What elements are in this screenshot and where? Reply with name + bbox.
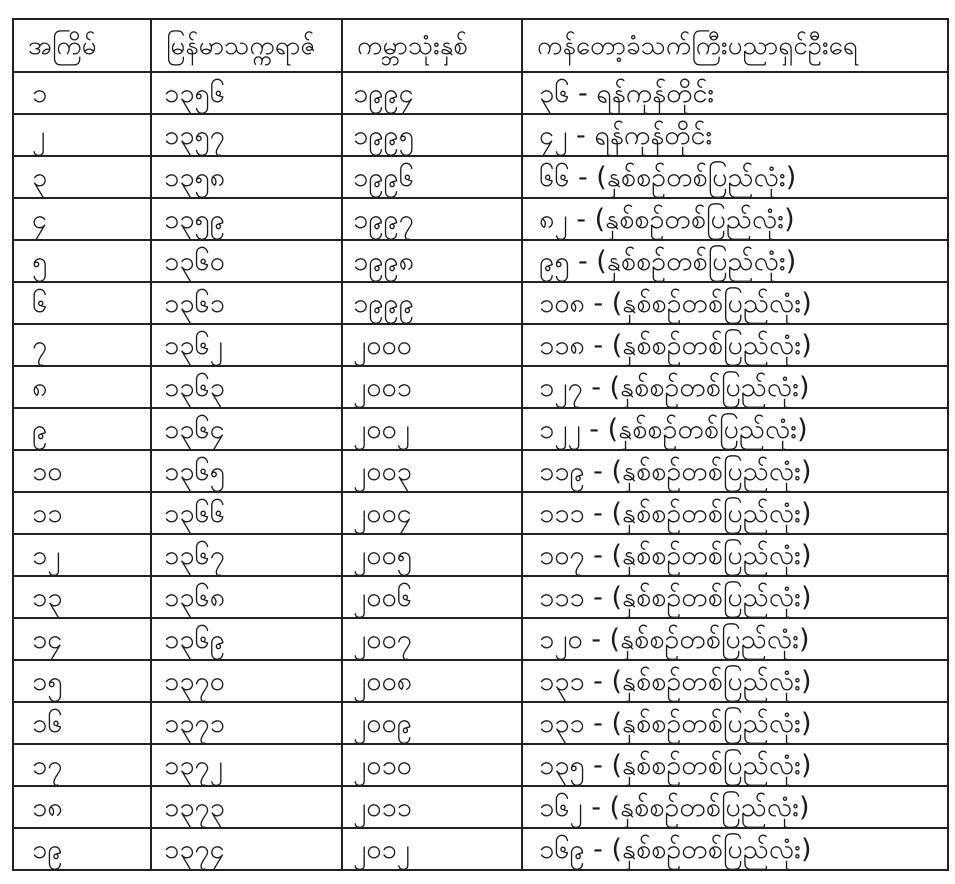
gregorian-year-cell: ၁၉၉၅: [342, 114, 522, 156]
header-row: [13, 19, 948, 72]
header-gregorian-year: ကမ္ဘာသုံးနှစ်: [342, 19, 522, 72]
occasion-cell: ၅: [13, 240, 151, 282]
myanmar-year-cell: ၁၃၇၂: [151, 744, 342, 786]
occasion-cell: ၁: [13, 72, 151, 114]
occasion-cell: ၁၄: [13, 618, 151, 660]
occasion-cell: ၂: [13, 114, 151, 156]
occasion-cell: ၁၅: [13, 660, 151, 702]
table-row: [13, 450, 948, 492]
table-row: [13, 618, 948, 660]
occasion-cell: ၄: [13, 198, 151, 240]
occasion-cell: ၈: [13, 366, 151, 408]
myanmar-year-cell: ၁၃၇၄: [151, 828, 342, 870]
occasion-cell: ၁၂: [13, 534, 151, 576]
gregorian-year-cell: ၂၀၀၉: [342, 702, 522, 744]
occasion-cell: ၇: [13, 324, 151, 366]
gregorian-year-cell: ၂၀၀၄: [342, 492, 522, 534]
table-row: [13, 408, 948, 450]
honored-count-cell: ၁၆၉ - (နှစ်စဉ်တစ်ပြည်လုံး): [522, 828, 948, 870]
table-body: [13, 72, 948, 870]
myanmar-year-cell: ၁၃၅၇: [151, 114, 342, 156]
gregorian-year-cell: ၂၀၀၅: [342, 534, 522, 576]
table-row: [13, 828, 948, 870]
myanmar-year-cell: ၁၃၆၄: [151, 408, 342, 450]
occasion-cell: ၁၀: [13, 450, 151, 492]
gregorian-year-cell: ၁၉၉၈: [342, 240, 522, 282]
honored-count-cell: ၁၁၉ - (နှစ်စဉ်တစ်ပြည်လုံး): [522, 450, 948, 492]
honored-count-cell: ၁၁၁ - (နှစ်စဉ်တစ်ပြည်လုံး): [522, 576, 948, 618]
table-row: [13, 534, 948, 576]
occasion-cell: ၁၆: [13, 702, 151, 744]
honored-count-cell: ၈၂ - (နှစ်စဉ်တစ်ပြည်လုံး): [522, 198, 948, 240]
gregorian-year-cell: ၂၀၀၈: [342, 660, 522, 702]
gregorian-year-cell: ၂၀၀၇: [342, 618, 522, 660]
myanmar-year-cell: ၁၃၅၆: [151, 72, 342, 114]
myanmar-year-cell: ၁၃၆၈: [151, 576, 342, 618]
table-row: [13, 744, 948, 786]
gregorian-year-cell: ၁၉၉၄: [342, 72, 522, 114]
occasion-cell: ၉: [13, 408, 151, 450]
gregorian-year-cell: ၁၉၉၇: [342, 198, 522, 240]
table-row: [13, 198, 948, 240]
myanmar-year-cell: ၁၃၇၀: [151, 660, 342, 702]
myanmar-year-cell: ၁၃၅၈: [151, 156, 342, 198]
myanmar-year-cell: ၁၃၆၉: [151, 618, 342, 660]
occasion-cell: ၁၃: [13, 576, 151, 618]
table-row: [13, 114, 948, 156]
occasion-cell: ၆: [13, 282, 151, 324]
table-row: [13, 492, 948, 534]
honored-count-cell: ၁၂၀ - (နှစ်စဉ်တစ်ပြည်လုံး): [522, 618, 948, 660]
occasion-cell: ၁၇: [13, 744, 151, 786]
myanmar-year-cell: ၁၃၆၁: [151, 282, 342, 324]
gregorian-year-cell: ၁၉၉၉: [342, 282, 522, 324]
myanmar-year-cell: ၁၃၇၁: [151, 702, 342, 744]
gregorian-year-cell: ၂၀၀၆: [342, 576, 522, 618]
gregorian-year-cell: ၂၀၀၂: [342, 408, 522, 450]
occasion-cell: ၃: [13, 156, 151, 198]
table-row: [13, 240, 948, 282]
gregorian-year-cell: ၂၀၁၁: [342, 786, 522, 828]
table-row: [13, 72, 948, 114]
honored-count-cell: ၁၀၈ - (နှစ်စဉ်တစ်ပြည်လုံး): [522, 282, 948, 324]
honored-count-cell: ၁၃၁ - (နှစ်စဉ်တစ်ပြည်လုံး): [522, 702, 948, 744]
honored-count-cell: ၉၅ - (နှစ်စဉ်တစ်ပြည်လုံး): [522, 240, 948, 282]
myanmar-year-cell: ၁၃၆၆: [151, 492, 342, 534]
honored-count-cell: ၃၆ - ရန်ကုန်တိုင်း: [522, 72, 948, 114]
myanmar-year-cell: ၁၃၅၉: [151, 198, 342, 240]
gregorian-year-cell: ၂၀၁၀: [342, 744, 522, 786]
honored-count-cell: ၁၂၂ - (နှစ်စဉ်တစ်ပြည်လုံး): [522, 408, 948, 450]
gregorian-year-cell: ၁၉၉၆: [342, 156, 522, 198]
myanmar-year-cell: ၁၃၆၅: [151, 450, 342, 492]
gregorian-year-cell: ၂၀၀၃: [342, 450, 522, 492]
myanmar-year-cell: ၁၃၆၂: [151, 324, 342, 366]
honored-count-cell: ၁၃၅ - (နှစ်စဉ်တစ်ပြည်လုံး): [522, 744, 948, 786]
myanmar-year-cell: ၁၃၆၇: [151, 534, 342, 576]
myanmar-year-cell: ၁၃၇၃: [151, 786, 342, 828]
honored-count-cell: ၁၂၇ - (နှစ်စဉ်တစ်ပြည်လုံး): [522, 366, 948, 408]
occasion-cell: ၁၈: [13, 786, 151, 828]
gregorian-year-cell: ၂၀၀၀: [342, 324, 522, 366]
gregorian-year-cell: ၂၀၀၁: [342, 366, 522, 408]
table-row: [13, 324, 948, 366]
header-occasion: အကြိမ်: [13, 19, 151, 72]
myanmar-year-cell: ၁၃၆၃: [151, 366, 342, 408]
honored-count-cell: ၁၁၁ - (နှစ်စဉ်တစ်ပြည်လုံး): [522, 492, 948, 534]
honored-count-cell: ၁၀၇ - (နှစ်စဉ်တစ်ပြည်လုံး): [522, 534, 948, 576]
occasion-cell: ၁၁: [13, 492, 151, 534]
honored-count-cell: ၁၁၈ - (နှစ်စဉ်တစ်ပြည်လုံး): [522, 324, 948, 366]
header-myanmar-year: မြန်မာသက္ကရာဇ်: [151, 19, 342, 72]
table-row: [13, 282, 948, 324]
table-row: [13, 366, 948, 408]
table-row: [13, 576, 948, 618]
ceremony-table: [12, 18, 949, 871]
honored-count-cell: ၆၆ - (နှစ်စဉ်တစ်ပြည်လုံး): [522, 156, 948, 198]
table-row: [13, 786, 948, 828]
header-honored-count: ကန်တော့ခံသက်ကြီးပညာရှင်ဦးရေ: [522, 19, 948, 72]
honored-count-cell: ၁၆၂ - (နှစ်စဉ်တစ်ပြည်လုံး): [522, 786, 948, 828]
honored-count-cell: ၄၂ - ရန်ကုန်တိုင်း: [522, 114, 948, 156]
honored-count-cell: ၁၃၁ - (နှစ်စဉ်တစ်ပြည်လုံး): [522, 660, 948, 702]
gregorian-year-cell: ၂၀၁၂: [342, 828, 522, 870]
occasion-cell: ၁၉: [13, 828, 151, 870]
table-row: [13, 660, 948, 702]
table-row: [13, 156, 948, 198]
myanmar-year-cell: ၁၃၆၀: [151, 240, 342, 282]
table-row: [13, 702, 948, 744]
